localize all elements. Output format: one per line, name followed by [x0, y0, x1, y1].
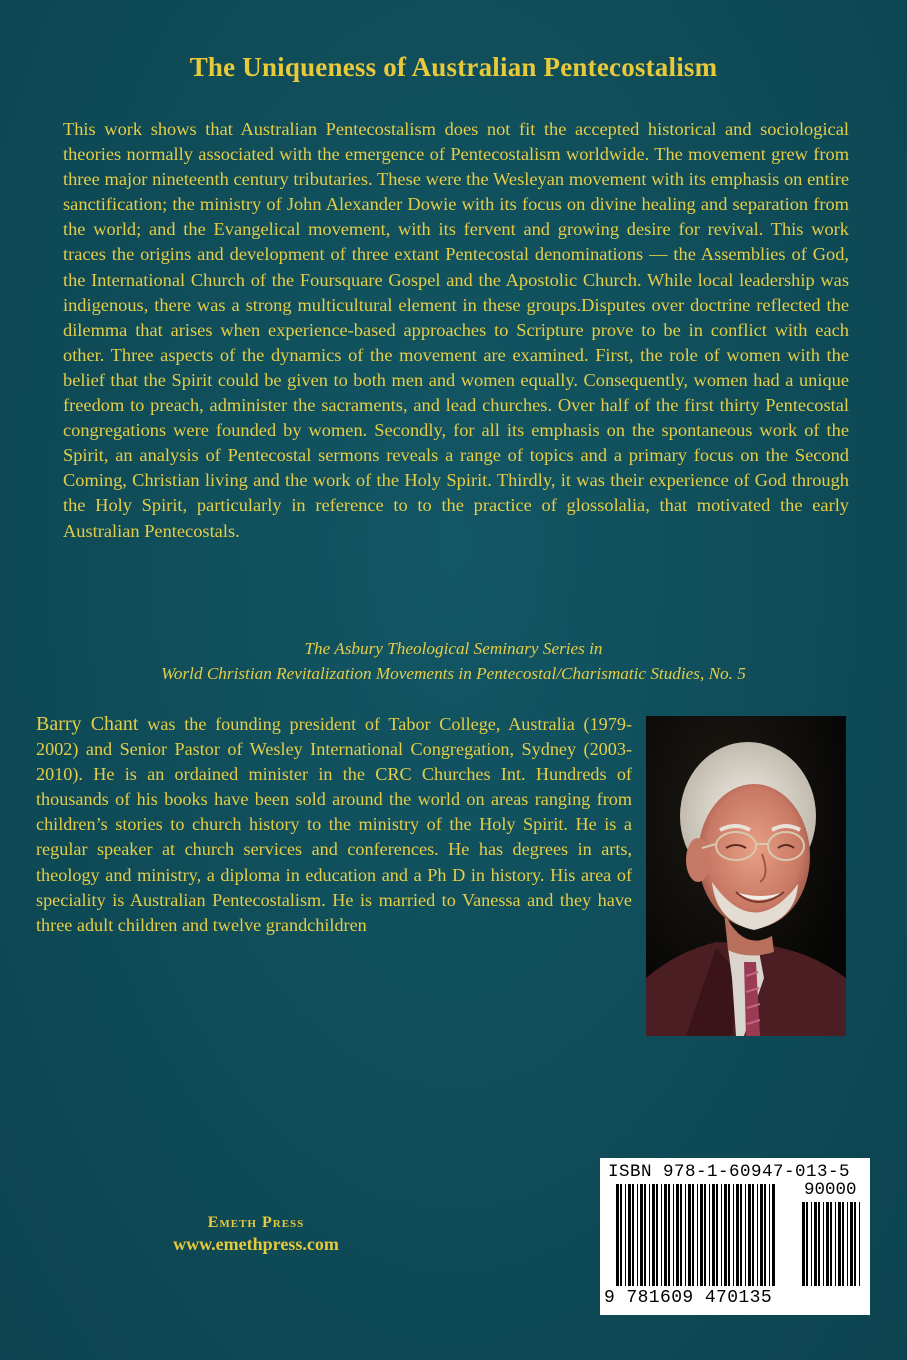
publisher-block	[140, 1214, 372, 1255]
series-note	[0, 636, 907, 686]
author-bio-text: was the founding president of Tabor College, Australia (1979-2002) and Senior Pastor of Wesley International Congregation, Sydney (2003-2010). He is an ordained minister in the CRC Churches Int. Hundreds of thousands of his books have been sold around the world on areas ranging from children’s stories to church history to the ministry of the Holy Spirit. He is a regular speaker at church services and conferences. He has degrees in arts, theology and ministry, a diploma in education and a Ph D in history. His area of speciality is Australian Pentecostalism. He is married to Vanessa and they have three adult children and twelve grandchildren	[36, 714, 632, 935]
author-name: Barry Chant	[36, 713, 139, 735]
author-bio	[36, 712, 632, 938]
publisher-url: www.emethpress.com	[173, 1234, 339, 1254]
book-title: The Uniqueness of Australian Pentecostalism	[189, 52, 718, 82]
ean-digits: 9 781609 470135	[604, 1288, 773, 1308]
barcode-block	[600, 1158, 870, 1315]
price-code: 90000	[804, 1180, 857, 1200]
series-line-1: The Asbury Theological Seminary Series in	[304, 639, 603, 658]
book-description: This work shows that Australian Pentecostalism does not fit the accepted historical and sociological theories normally associated with the emergence of Pentecostalism worldwide. The movement grew from three major nineteenth century tributaries. These were the Wesleyan movement with its emphasis on entire sanctification; the ministry of John Alexander Dowie with its focus on divine healing and separation from the world; and the Evangelical movement, with its fervent and growing desire for revival. This work traces the origins and development of three extant Pentecostal denominations — the Assemblies of God, the International Church of the Foursquare Gospel and the Apostolic Church. While local leadership was indigenous, there was a strong multicultural element in these groups.Disputes over doctrine reflected the dilemma that arises when experience-based approaches to Scripture prove to be in conflict with each other. Three aspects of the dynamics of the movement are examined. First, the role of women with the belief that the Spirit could be given to both men and women equally. Consequently, women had a unique freedom to preach, administer the sacraments, and lead churches. Over half of the first thirty Pentecostal congregations were founded by women. Secondly, for all its emphasis on the spontaneous work of the Spirit, an analysis of Pentecostal sermons reveals a range of topics and a primary focus on the Second Coming, Christian living and the work of the Holy Spirit. Thirdly, it was their experience of God through the Holy Spirit, particularly in reference to to the practice of glossolalia, that motivated the early Australian Pentecostals.	[63, 119, 849, 541]
series-line-2: World Christian Revitalization Movements in Pentecostal/Charismatic Studies, No. 5	[161, 664, 746, 683]
author-photo	[646, 716, 846, 1036]
author-portrait-image	[646, 716, 846, 1036]
isbn-text: ISBN 978-1-60947-013-5	[608, 1162, 851, 1182]
publisher-name: Emeth Press	[207, 1214, 305, 1231]
